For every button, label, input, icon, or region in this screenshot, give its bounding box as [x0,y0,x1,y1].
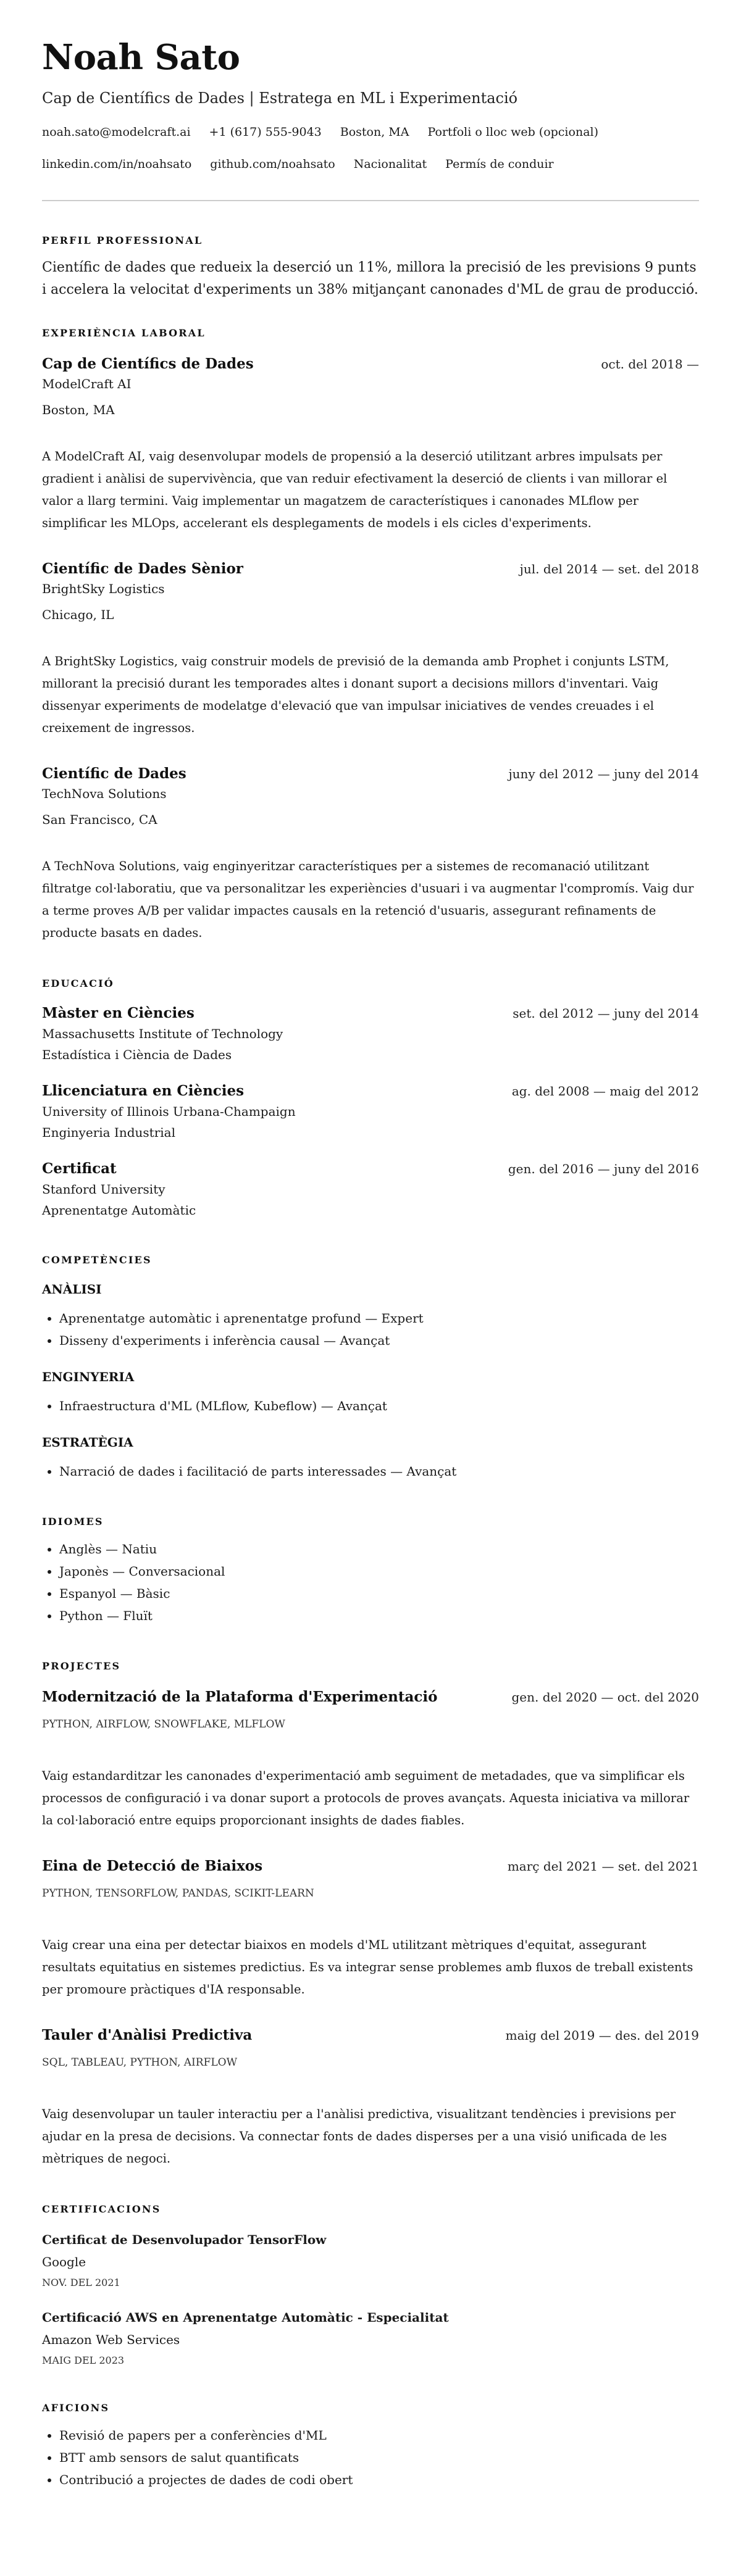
experience-section [42,326,699,944]
education-entry [42,1081,699,1143]
summary-text: Científic de dades que redueix la deserció un 11%, millora la precisió de les previsions 9 punts i accelera la velocitat d'experiments un 38% mitjançant canonades d'ML de grau de producció. [42,260,698,297]
languages-list [42,1538,699,1627]
header-divider [42,200,699,201]
job-company: TechNova Solutions [42,786,167,801]
skill-list [42,1460,699,1482]
contact-nationality: Nacionalitat [353,157,427,171]
job-entry [42,764,699,944]
section-title: CERTIFICACIONS [42,2203,161,2215]
project-dates: maig del 2019 — des. del 2019 [505,2028,699,2043]
job-location: Chicago, IL [42,607,114,622]
education-dates: set. del 2012 — juny del 2014 [513,1006,699,1021]
project-entry [42,2025,699,2170]
hobbies-list [42,2424,699,2491]
job-entry [42,559,699,739]
job-title: Cap de Científics de Dades [42,355,254,372]
language-item: • Anglès — Natiu [59,1538,699,1560]
contact-phone: +1 (617) 555-9043 [209,125,322,139]
certification-entry [42,2230,699,2291]
job-title: Científic de Dades Sènior [42,560,243,577]
skill-item: • Infraestructura d'ML (MLflow, Kubeflow) — Avançat [59,1395,699,1417]
projects-section [42,1659,699,2170]
project-tech-stack: PYTHON, AIRFLOW, SNOWFLAKE, MLFLOW [42,1718,285,1730]
skill-item: • Narració de dades i facilitació de parts interessades — Avançat [59,1460,699,1482]
job-description: A ModelCraft AI, vaig desenvolupar models de propensió a la deserció utilitzant arbres impulsats per gradient i anàlisi de supervivència, que van reduir efectivament la deserció de clients i van millorar el valor a llarg termini. Vaig implementar un magatzem de característiques i canonades MLflow per simplificar les MLOps, accelerant els desplegaments de models i els cicles d'experiments. [42,449,668,530]
contact-list [42,123,659,173]
education-header [42,1081,699,1101]
skill-group-title: ENGINYERIA [42,1369,135,1384]
school-name: Stanford University [42,1182,165,1197]
degree-title: Llicenciatura en Ciències [42,1082,245,1099]
project-description: Vaig crear una eina per detectar biaixos en models d'ML utilitzant mètriques d'equitat, assegurant resultats equitatius en sistemes predictius. Es va integrar sense problemes amb fluxos de treball existents per promoure pràctiques d'IA responsable. [42,1938,693,1996]
project-dates: març del 2021 — set. del 2021 [507,1859,699,1874]
contact-portfolio: Portfoli o lloc web (opcional) [427,125,599,139]
job-location: San Francisco, CA [42,812,157,827]
job-description: A BrightSky Logistics, vaig construir models de previsió de la demanda amb Prophet i conjunts LSTM, millorant la precisió durant les temporades altes i donant suport a decisions millors d'inventari. Vaig dissenyar experiments de modelatge d'elevació que van impulsar iniciatives de vendes creuades i el creixement de ingressos. [42,654,669,735]
certification-issuer: Google [42,2254,86,2269]
contact-location: Boston, MA [340,125,409,139]
hobby-item: • Revisió de papers per a conferències d'ML [59,2424,699,2446]
school-name: Massachusetts Institute of Technology [42,1026,283,1041]
summary-section [42,233,699,301]
skill-list [42,1395,699,1417]
job-description: A TechNova Solutions, vaig enginyeritzar característiques per a sistemes de recomanació utilitzant filtratge col·laboratiu, que va personalitzar les experiències d'usuari i va augmentar l'compromís. Vaig dur a terme proves A/B per validar impactes causals en la retenció d'usuaris, assegurant refinaments de producte basats en dades. [42,859,694,940]
education-header [42,1159,699,1179]
skill-group-title: ESTRATÈGIA [42,1435,133,1450]
job-header [42,764,699,784]
language-item: • Espanyol — Bàsic [59,1582,699,1605]
project-header [42,1856,699,1876]
section-title: EDUCACIÓ [42,978,114,989]
education-dates: ag. del 2008 — maig del 2012 [511,1084,699,1099]
education-dates: gen. del 2016 — juny del 2016 [508,1161,699,1176]
project-description: Vaig desenvolupar un tauler interactiu per a l'anàlisi predictiva, visualitzant tendències i previsions per ajudar en la presa de decisions. Va connectar fonts de dades disperses per a una visió unificada de les mètriques de negoci. [42,2107,676,2166]
field-of-study: Estadística i Ciència de Dades [42,1047,232,1062]
contact-github: github.com/noahsato [210,157,335,171]
job-dates: juny del 2012 — juny del 2014 [508,767,699,781]
project-title: Modernització de la Plataforma d'Experimentació [42,1689,438,1705]
degree-title: Màster en Ciències [42,1005,195,1021]
contact-email: noah.sato@modelcraft.ai [42,125,191,139]
project-header [42,2025,699,2045]
section-title: AFICIONS [42,2402,110,2414]
candidate-headline: Cap de Científics de Dades | Estratega en ML i Experimentació [42,89,518,107]
skills-section [42,1253,699,1482]
project-tech-stack: PYTHON, TENSORFLOW, PANDAS, SCIKIT-LEARN [42,1887,314,1900]
project-description: Vaig estandarditzar les canonades d'experimentació amb seguiment de metadades, que va simplificar els processos de configuració i va donar suport a protocols de proves avançats. Aquesta iniciativa va millorar la col·laboració entre equips proporcionant insights de dades fiables. [42,1769,690,1827]
certifications-section [42,2202,699,2369]
certification-name: Certificat de Desenvolupador TensorFlow [42,2232,327,2247]
section-title: COMPETÈNCIES [42,1254,152,1266]
contact-linkedin: linkedin.com/in/noahsato [42,157,192,171]
hobbies-section [42,2401,699,2491]
job-header [42,559,699,579]
job-company: BrightSky Logistics [42,581,165,596]
project-entry [42,1687,699,1832]
job-dates: oct. del 2018 — [601,357,699,372]
job-company: ModelCraft AI [42,376,132,391]
job-dates: jul. del 2014 — set. del 2018 [519,562,699,576]
hobby-item: • Contribució a projectes de dades de codi obert [59,2469,699,2491]
skill-group-title: ANÀLISI [42,1282,102,1297]
project-dates: gen. del 2020 — oct. del 2020 [511,1690,699,1705]
job-entry [42,354,699,534]
certification-entry [42,2308,699,2369]
language-item: • Python — Fluït [59,1605,699,1627]
job-title: Científic de Dades [42,765,186,782]
section-title: PERFIL PROFESSIONAL [42,235,203,246]
project-tech-stack: SQL, TABLEAU, PYTHON, AIRFLOW [42,2056,238,2069]
school-name: University of Illinois Urbana-Champaign [42,1104,296,1119]
job-header [42,354,699,374]
job-location: Boston, MA [42,402,115,417]
project-header [42,1687,699,1707]
candidate-name: Noah Sato [42,37,240,78]
skill-item: • Aprenentatge automàtic i aprenentatge profund — Expert [59,1307,699,1329]
section-title: EXPERIÈNCIA LABORAL [42,327,206,339]
section-title: PROJECTES [42,1660,121,1672]
section-title: IDIOMES [42,1516,104,1527]
field-of-study: Enginyeria Industrial [42,1125,175,1140]
languages-section [42,1514,699,1627]
certification-issuer: Amazon Web Services [42,2332,180,2347]
language-item: • Japonès — Conversacional [59,1560,699,1582]
contact-driving-license: Permís de conduir [445,157,554,171]
skill-item: • Disseny d'experiments i inferència causal — Avançat [59,1329,699,1352]
skill-list [42,1307,699,1352]
field-of-study: Aprenentatge Automàtic [42,1203,196,1218]
certification-date: NOV. DEL 2021 [42,2277,120,2288]
resume-header [42,36,699,173]
certification-name: Certificació AWS en Aprenentatge Automàtic - Especialitat [42,2310,449,2325]
hobby-item: • BTT amb sensors de salut quantificats [59,2446,699,2469]
education-section [42,976,699,1221]
education-entry [42,1159,699,1221]
degree-title: Certificat [42,1160,117,1177]
project-entry [42,1856,699,2001]
education-header [42,1003,699,1023]
project-title: Eina de Detecció de Biaixos [42,1858,263,1874]
certification-date: MAIG DEL 2023 [42,2354,125,2366]
education-entry [42,1003,699,1065]
project-title: Tauler d'Anàlisi Predictiva [42,2027,253,2043]
